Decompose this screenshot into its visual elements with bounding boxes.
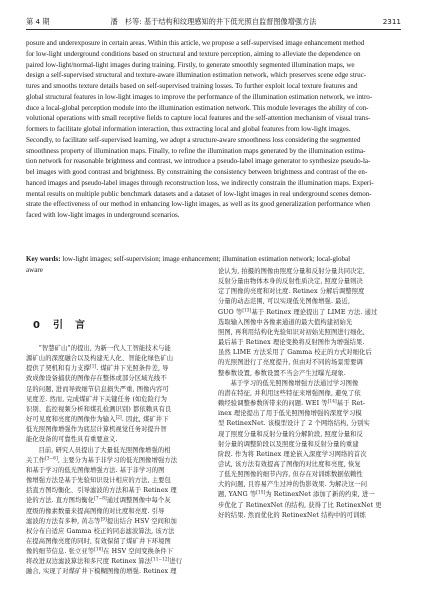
abstract-line: for low-light underground conditions based on structural and texture perception, aiming to alleviate the dependence on: [26, 49, 361, 58]
citation: [3−6]: [45, 455, 58, 461]
header-rule: [26, 29, 401, 30]
text-line: 融合, 实现了对煤矿井下模糊图像的增强. Retinex 理: [26, 568, 177, 576]
text-line: 型 RetinexNet. 该模型设计了 2 个网络结构, 分别实: [218, 420, 370, 428]
text-line: 分量的动态范围, 可以实现低光图像增强. 最近,: [218, 298, 351, 306]
text-line: 像增强方法是基于先验知识设计相应的方法, 主要包: [26, 477, 171, 485]
text-line: 整参数设置, 参数设置不当会产生过曝光现象.: [218, 369, 346, 377]
citation: [10]: [94, 546, 104, 552]
citation: [13]: [242, 307, 252, 313]
text-line: 了低光照图像的细节内容, 但存在对训练数据依赖性: [218, 471, 363, 479]
citation: [1]: [89, 363, 97, 369]
citation: [15]: [256, 489, 266, 495]
abstract-line: smoothness property of illumination maps. Finally, to refine the illumination maps generated by the illumination estima-: [26, 146, 366, 155]
text-line: inex 理论提出了用于低光照图像增强的深度学习模: [218, 410, 362, 418]
text-line: 和基于学习的低光图像增强方法. 基于非学习的图: [26, 466, 165, 474]
text-line: 低光照图像增强作为底层计算机视觉任务对提升智: [26, 426, 167, 434]
issue-number: 第 4 期: [26, 17, 50, 26]
abstract-line: design a self-supervised structural and texture-aware illumination estimation network, which preserves scene edge struc-: [26, 71, 367, 80]
right-column: [218, 267, 401, 521]
section-heading: [33, 319, 98, 333]
text-line: 足的问题, 进而导致细节信息损失严重, 图像内容可: [26, 385, 169, 393]
text-line: 照图, 再利用结构化先验知识对初始光照图进行细化,: [218, 328, 366, 336]
left-column: [26, 344, 209, 578]
text-line: 虽然 LIME 方法采用了 Gamma 校正的方式对细化后: [218, 349, 372, 357]
text-line: 反射分量由物体本身的反射性质决定, 照度分量则决: [218, 278, 363, 286]
text-line: 的光照图进行了亮度提升, 但由对不同的场景需要调: [218, 359, 363, 367]
text-line: 尝试, 该方法有效提高了图像的对比度和亮度, 恢复: [218, 460, 361, 468]
abstract-line: hanced images and pseudo-label images through reconstruction loss, we indirectly constrain the illumination maps. Experi-: [26, 178, 374, 187]
keywords-text: low-light images; self-supervision; image enhancement; illumination estimation network; local-global: [62, 255, 351, 263]
text-line: 见度差. 然而, 完成煤矿井下关键任务 (如危险行为: [26, 395, 168, 403]
keywords-line: aware: [26, 265, 43, 274]
text-line: 题, YANG 等[15]为 RetinexNet 添加了新的约束, 进一: [218, 489, 375, 499]
citation: [14]: [327, 398, 337, 404]
citation: [7−8]: [94, 495, 107, 501]
abstract-line: posure and underexposure in certain areas. Within this article, we propose a self-supervised image enhancement method: [26, 39, 365, 47]
text-line: 滤波的方法有多种, 黄志等[9]提出结合 HSV 空间和加: [26, 516, 177, 525]
text-line: 将改进双边滤波算法和多尺度 Retinex 算法[11−12]进行: [26, 556, 183, 566]
text-line: 最后基于 Retinex 理论变换将反射图作为增强结果.: [218, 339, 365, 347]
abstract-line: global structural features in low-light images to improve the performance of the illumination estimation network, we intro-: [26, 92, 373, 101]
running-header: [26, 16, 401, 28]
text-line: 射分量的调整阶段以及照度分量和反射分量的重建: [218, 440, 359, 448]
text-line: 致成像设备捕获的图像存在整体或部分区域光线不: [26, 375, 167, 383]
text-line: 在提高图像亮度的同时, 有效保留了煤矿井下环境图: [26, 537, 171, 545]
abstract-line: duce a local-global perception module into the illumination estimation network. This module leverages the ability of con-: [26, 103, 369, 112]
abstract-line: Secondly, to facilitate self-supervised learning, we adopt a structure-aware smoothness loss considering the segmented: [26, 135, 361, 144]
abstract-line: bel images with good contrast and brightness. By constraining the consistency between brightness and contrast of the en-: [26, 168, 368, 176]
text-line: 提供了契机和有力支撑[1]. 煤矿井下光照条件差, 导: [26, 363, 169, 373]
abstract-line: paired low-light/normal-light images during training. Firstly, to generate smoothly segmented illumination maps, we: [26, 60, 355, 69]
text-line: 像的细节信息. 张立亚等[10]在 HSV 空间变换条件下: [26, 546, 174, 556]
section-title: 引 言: [52, 320, 86, 331]
page-number: 2311: [382, 17, 401, 26]
abstract-line: tures and smooths texture details based on self-supervised training losses. To further exploit local texture features and: [26, 82, 358, 90]
text-line: 选取输入图像中各像素通道的最大值构建初始光: [218, 318, 353, 326]
text-line: 阶段. 作为将 Retinex 理论嵌入深度学习网络的首次: [218, 450, 367, 458]
text-line: 的潜在特征, 并利用这些特征来增强图像, 避免了依: [218, 389, 361, 397]
text-line: 括直方图均衡化、引导滤波的方法和基于 Retinex 理: [26, 487, 177, 495]
text-line: 好可见度和亮度的图像作为输入[2]. 因此, 煤矿井下: [26, 414, 169, 424]
abstract-line: mental results on multiple public benchmark datasets and a dataset of low-light images in real underground scenes demon-: [26, 189, 372, 198]
text-line: 赖经验调整参数所带来的问题. WEI 等[14]基于 Ret-: [218, 398, 366, 408]
text-line: 度级的像素数量来提高图像的对比度和亮度. 引导: [26, 507, 165, 515]
text-line: 论的方法. 直方图均衡化[7−8]通过调整图像中每个灰: [26, 495, 171, 505]
text-line: 基于学习的低光照图像增强方法通过学习图像: [230, 379, 359, 387]
text-line: 步优化了 RetinexNet 的结构, 获得了比 RetinexNet 更: [218, 501, 382, 509]
text-line: 论认为, 拍摄的图像由照度分量和反射分量共同决定,: [218, 268, 366, 275]
text-line: 定了图像的亮度和对比度. Retinex 分解后调整照度: [218, 288, 365, 296]
citation: [9]: [100, 516, 107, 522]
abstract-line: formers to facilitate global information interaction, thus extracting local and global features from low-light images.: [26, 125, 351, 133]
text-line: 源矿山的深度融合以及构建无人化、智能化绿色矿山: [26, 355, 174, 363]
keywords-line: [26, 254, 401, 265]
abstract-line: tion network for reasonable brightness and contrast, we introduce a pseudo-label image generator to synthesize pseudo-la-: [26, 157, 371, 166]
text-line: 识别、监控视频分析和煤孔检测识别) 都依赖具有良: [26, 405, 172, 413]
citation: [11−12]: [151, 556, 170, 562]
text-line: 目前, 研究人员提出了大量低光照图像增强的相: [38, 446, 171, 454]
running-title: 潘 杉等: 基于结构和纹理感知的井下低光照自监督图像增强方法: [110, 17, 317, 26]
text-line: 现了照度分量和反射分量的分解阶段, 照度分量和反: [218, 430, 363, 438]
abstract-line: strate the effectiveness of our method in enhancing low-light images, as well as its good generalization performance when: [26, 200, 371, 209]
text-line: 好的结果. 然而优化的 RetinexNet 结构中的可训练: [218, 511, 366, 519]
keywords-label: Key words:: [26, 255, 61, 263]
abstract-text: [26, 38, 401, 221]
abstract-line: faced with low-light images in underground scenarios.: [26, 211, 180, 219]
text-line: “智慧矿山”的提出, 为新一代人工智能技术与能: [38, 345, 171, 352]
text-line: 大的问题, 且容易产生过冲的伪影效果. 为解决这一问: [218, 481, 368, 489]
text-line: 能化设备的可靠性具有重要意义.: [26, 436, 118, 444]
text-line: 权分布自适应 Gamma 校正的同态滤波算法, 该方法: [26, 527, 175, 535]
section-number: 0: [33, 320, 41, 331]
text-line: 关工作[3−6], 主要分为基于非学习的低光图像增强方法: [26, 455, 178, 464]
abstract-line: volutional operations with small receptive fields to capture local features and the self-attention mechanism of visual trans-: [26, 114, 371, 123]
text-line: GUO 等[13]基于 Retinex 理论提出了 LIME 方法. 通过: [218, 307, 378, 316]
citation: [2]: [115, 414, 122, 420]
